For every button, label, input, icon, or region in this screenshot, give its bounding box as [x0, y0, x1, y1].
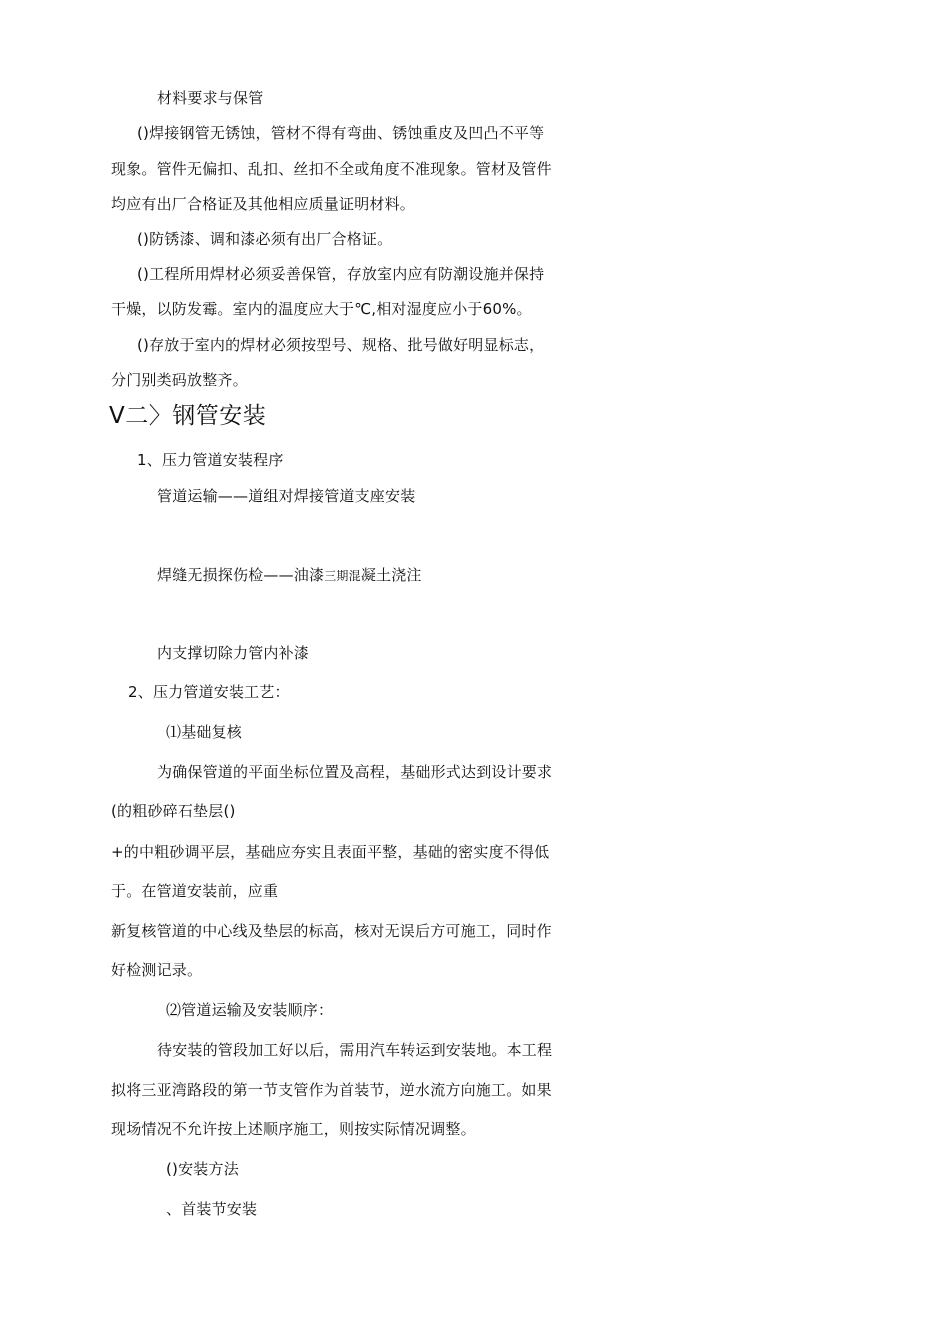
flow-step: 内支撑切除力管内补漆 — [157, 644, 310, 662]
paragraph-line: ()防锈漆、调和漆必须有出厂合格证。 — [137, 230, 393, 248]
section-title: 材料要求与保管 — [157, 89, 264, 107]
subsection-title: ⑴基础复核 — [166, 723, 243, 741]
flow-step-text: 焊缝无损探伤检——油漆 — [157, 566, 325, 584]
paragraph-line: 待安装的管段加工好以后，需用汽车转运到安装地。本工程 — [157, 1041, 553, 1059]
paragraph-line: 好检测记录。 — [111, 961, 203, 979]
paragraph-line: 现场情况不允许按上述顺序施工，则按实际情况调整。 — [111, 1120, 476, 1138]
list-item: 、首装节安装 — [166, 1200, 258, 1218]
paragraph-line: 现象。管件无偏扣、乱扣、丝扣不全或角度不准现象。管材及管件 — [111, 160, 552, 178]
list-item: 1、压力管道安装程序 — [137, 451, 284, 469]
flow-step-text: 凝土浇注 — [360, 566, 422, 584]
paragraph-line: 分门别类码放整齐。 — [111, 371, 248, 389]
list-item: 2、压力管道安装工艺： — [128, 683, 290, 701]
paragraph-line: 拟将三亚湾路段的第一节支管作为首装节，逆水流方向施工。如果 — [111, 1081, 552, 1099]
paragraph-line: 干燥，以防发霉。室内的温度应大于℃,相对湿度应小于60%。 — [111, 300, 532, 318]
subsection-title: ()安装方法 — [166, 1160, 239, 1178]
section-heading: V二〉钢管安装 — [109, 403, 267, 429]
paragraph-line: 新复核管道的中心线及垫层的标高，核对无误后方可施工，同时作 — [111, 922, 552, 940]
flow-step-text-small: 三期混 — [324, 569, 361, 583]
subsection-title: ⑵管道运输及安装顺序： — [166, 1001, 334, 1019]
paragraph-line: 均应有出厂合格证及其他相应质量证明材料。 — [111, 195, 416, 213]
paragraph-line: ()工程所用焊材必须妥善保管，存放室内应有防潮设施并保持 — [137, 265, 545, 283]
flow-step — [157, 565, 422, 586]
paragraph-line: (的粗砂碎石垫层() — [111, 802, 236, 820]
paragraph-line: ()存放于室内的焊材必须按型号、规格、批号做好明显标志， — [137, 336, 545, 354]
flow-step: 管道运输——道组对焊接管道支座安装 — [157, 487, 416, 505]
paragraph-line: +的中粗砂调平层，基础应夯实且表面平整，基础的密实度不得低 — [111, 843, 550, 861]
paragraph-line: 于。在管道安装前，应重 — [111, 882, 279, 900]
paragraph-line: 为确保管道的平面坐标位置及高程，基础形式达到设计要求 — [157, 763, 553, 781]
paragraph-line: ()焊接钢管无锈蚀，管材不得有弯曲、锈蚀重皮及凹凸不平等 — [137, 124, 545, 142]
